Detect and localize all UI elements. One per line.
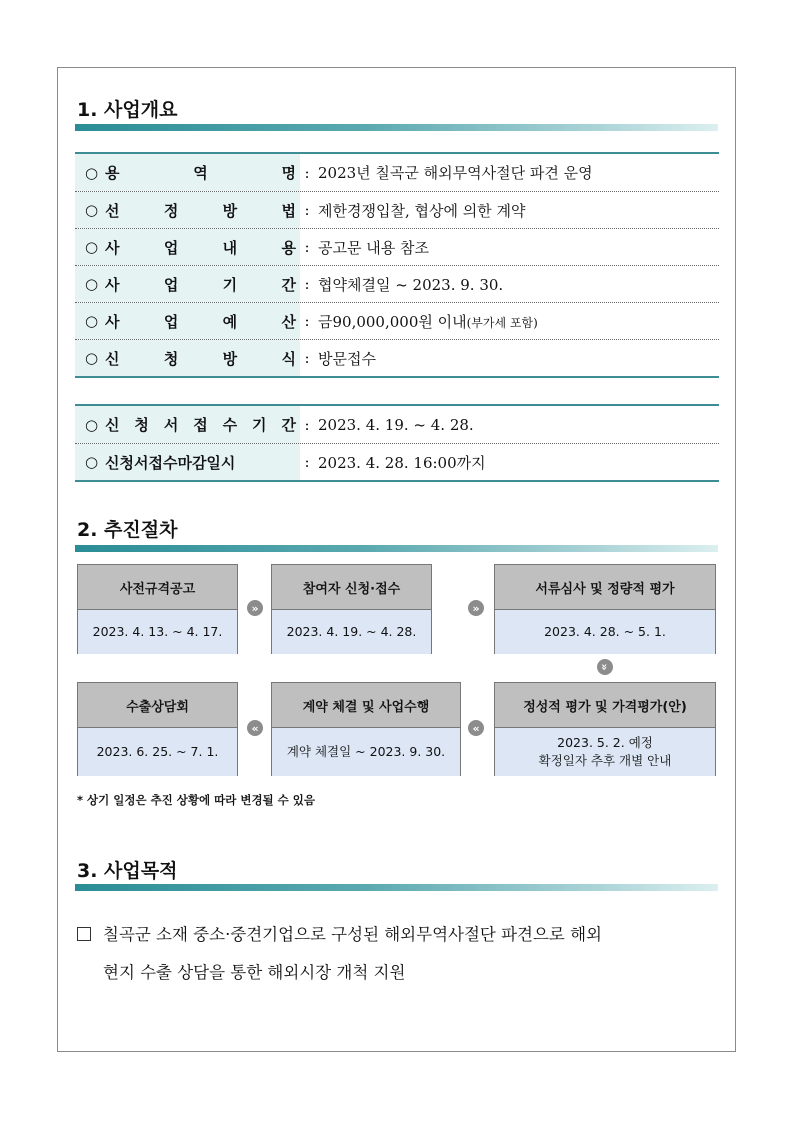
step-title: 수출상담회 <box>78 683 237 728</box>
arrow-right-icon: » <box>468 600 484 616</box>
row-value <box>314 274 719 295</box>
purpose-line-1: 칠곡군 소재 중소·중견기업으로 구성된 해외무역사절단 파견으로 해외 <box>103 925 602 944</box>
value-text: 금90,000,000원 이내 <box>318 312 467 331</box>
step-box-3 <box>494 564 716 654</box>
row-label <box>75 266 300 302</box>
value-text: 공고문 내용 참조 <box>318 238 429 257</box>
circle-bullet-icon: ○ <box>85 312 99 330</box>
label-char: 청 <box>163 349 179 368</box>
label-char: 사 <box>105 312 120 331</box>
circle-bullet-icon: ○ <box>85 238 99 256</box>
label-char: 간 <box>281 416 296 434</box>
table-row <box>75 265 719 302</box>
label-char: 신청서접수마감일시 <box>105 453 236 472</box>
step-title: 계약 체결 및 사업수행 <box>272 683 460 728</box>
label-char: 용 <box>281 238 296 257</box>
label-char: 업 <box>163 275 179 294</box>
row-value <box>314 452 719 473</box>
step-box-5 <box>271 682 461 776</box>
circle-bullet-icon: ○ <box>85 349 99 367</box>
section-title-procedure: 2. 추진절차 <box>77 519 178 541</box>
label-char: 내 <box>222 238 238 257</box>
section-underline <box>75 545 718 552</box>
circle-bullet-icon: ○ <box>85 453 99 471</box>
row-value <box>314 311 719 332</box>
label-char: 신 <box>105 349 120 368</box>
label-char: 수 <box>222 416 238 434</box>
value-text: 협약체결일 ~ 2023. 9. 30. <box>318 275 504 294</box>
circle-bullet-icon: ○ <box>85 201 99 219</box>
purpose-text <box>77 916 727 992</box>
circle-bullet-icon: ○ <box>85 415 99 434</box>
section-title-overview: 1. 사업개요 <box>77 99 178 121</box>
label-char: 업 <box>163 238 179 257</box>
row-value <box>314 200 719 221</box>
label-char: 신 <box>105 416 120 434</box>
table-row <box>75 339 719 376</box>
separator: : <box>304 201 310 219</box>
table-row <box>75 154 719 191</box>
label-char: 방 <box>222 201 238 220</box>
purpose-line-2: 현지 수출 상담을 통한 해외시장 개척 지원 <box>103 963 406 982</box>
separator: : <box>304 312 310 330</box>
row-label <box>75 303 300 339</box>
table-row <box>75 406 719 443</box>
arrow-left-icon: « <box>247 720 263 736</box>
value-note: (부가세 포함) <box>466 315 538 330</box>
step-date: 계약 체결일 ~ 2023. 9. 30. <box>286 744 446 759</box>
row-label <box>75 340 300 376</box>
table-row <box>75 191 719 228</box>
label-char: 예 <box>222 312 238 331</box>
label-char: 업 <box>163 312 179 331</box>
section-underline <box>75 124 718 131</box>
row-label <box>75 192 300 228</box>
label-char: 식 <box>281 349 296 368</box>
section-underline <box>75 884 718 891</box>
step-date: 2023. 4. 28. ~ 5. 1. <box>544 624 666 639</box>
step-title: 사전규격공고 <box>78 565 237 610</box>
schedule-note: * 상기 일정은 추진 상황에 따라 변경될 수 있음 <box>77 793 316 807</box>
overview-table <box>75 152 719 378</box>
separator: : <box>304 238 310 256</box>
row-value <box>314 416 719 434</box>
row-label <box>75 444 300 480</box>
step-date: 2023. 4. 19. ~ 4. 28. <box>286 624 417 639</box>
step-box-4 <box>494 682 716 776</box>
label-char: 방 <box>222 349 238 368</box>
value-text: 2023. 4. 19. ~ 4. 28. <box>318 415 474 434</box>
label-char: 접 <box>193 416 208 434</box>
value-text: 2023. 4. 28. 16:00까지 <box>318 453 486 472</box>
row-label <box>75 229 300 265</box>
arrow-down-icon: » <box>597 659 613 675</box>
checkbox-square-icon <box>77 927 91 941</box>
label-char: 산 <box>281 312 296 331</box>
step-box-1 <box>77 564 238 654</box>
step-box-2 <box>271 564 432 654</box>
label-char: 명 <box>281 164 296 182</box>
row-value <box>314 348 719 369</box>
table-row <box>75 302 719 339</box>
step-title: 정성적 평가 및 가격평가(안) <box>495 683 715 728</box>
separator: : <box>304 349 310 367</box>
circle-bullet-icon: ○ <box>85 275 99 293</box>
label-char: 선 <box>105 201 120 220</box>
label-char: 역 <box>193 164 208 182</box>
label-char: 기 <box>222 275 238 294</box>
table-row <box>75 443 719 480</box>
arrow-right-icon: » <box>247 600 263 616</box>
step-date: 2023. 6. 25. ~ 7. 1. <box>96 744 219 759</box>
label-char: 사 <box>105 238 120 257</box>
label-char: 청 <box>134 416 149 434</box>
value-text: 제한경쟁입찰, 협상에 의한 계약 <box>318 201 526 220</box>
row-label <box>75 406 300 443</box>
table-row <box>75 228 719 265</box>
label-char: 사 <box>105 275 120 294</box>
schedule-table <box>75 404 719 482</box>
section-title-purpose: 3. 사업목적 <box>77 860 178 882</box>
row-label <box>75 154 300 191</box>
label-char: 간 <box>281 275 296 294</box>
row-value <box>314 237 719 258</box>
label-char: 용 <box>105 164 120 182</box>
step-date: 2023. 4. 13. ~ 4. 17. <box>92 624 223 639</box>
arrow-left-icon: « <box>468 720 484 736</box>
separator: : <box>304 453 310 471</box>
row-value <box>314 162 719 183</box>
label-char: 기 <box>252 416 267 434</box>
separator: : <box>304 275 310 293</box>
step-title: 참여자 신청·접수 <box>272 565 431 610</box>
label-char: 법 <box>281 201 296 220</box>
step-title: 서류심사 및 정량적 평가 <box>495 565 715 610</box>
step-note: 확정일자 추후 개별 안내 <box>538 753 672 768</box>
separator: : <box>304 163 310 182</box>
value-text: 방문접수 <box>318 349 376 368</box>
step-box-6 <box>77 682 238 776</box>
separator: : <box>304 415 310 434</box>
circle-bullet-icon: ○ <box>85 163 99 182</box>
label-char: 정 <box>163 201 179 220</box>
label-char: 서 <box>163 416 179 434</box>
value-text: 2023년 칠곡군 해외무역사절단 파견 운영 <box>318 164 593 182</box>
step-date: 2023. 5. 2. 예정 <box>557 735 653 750</box>
